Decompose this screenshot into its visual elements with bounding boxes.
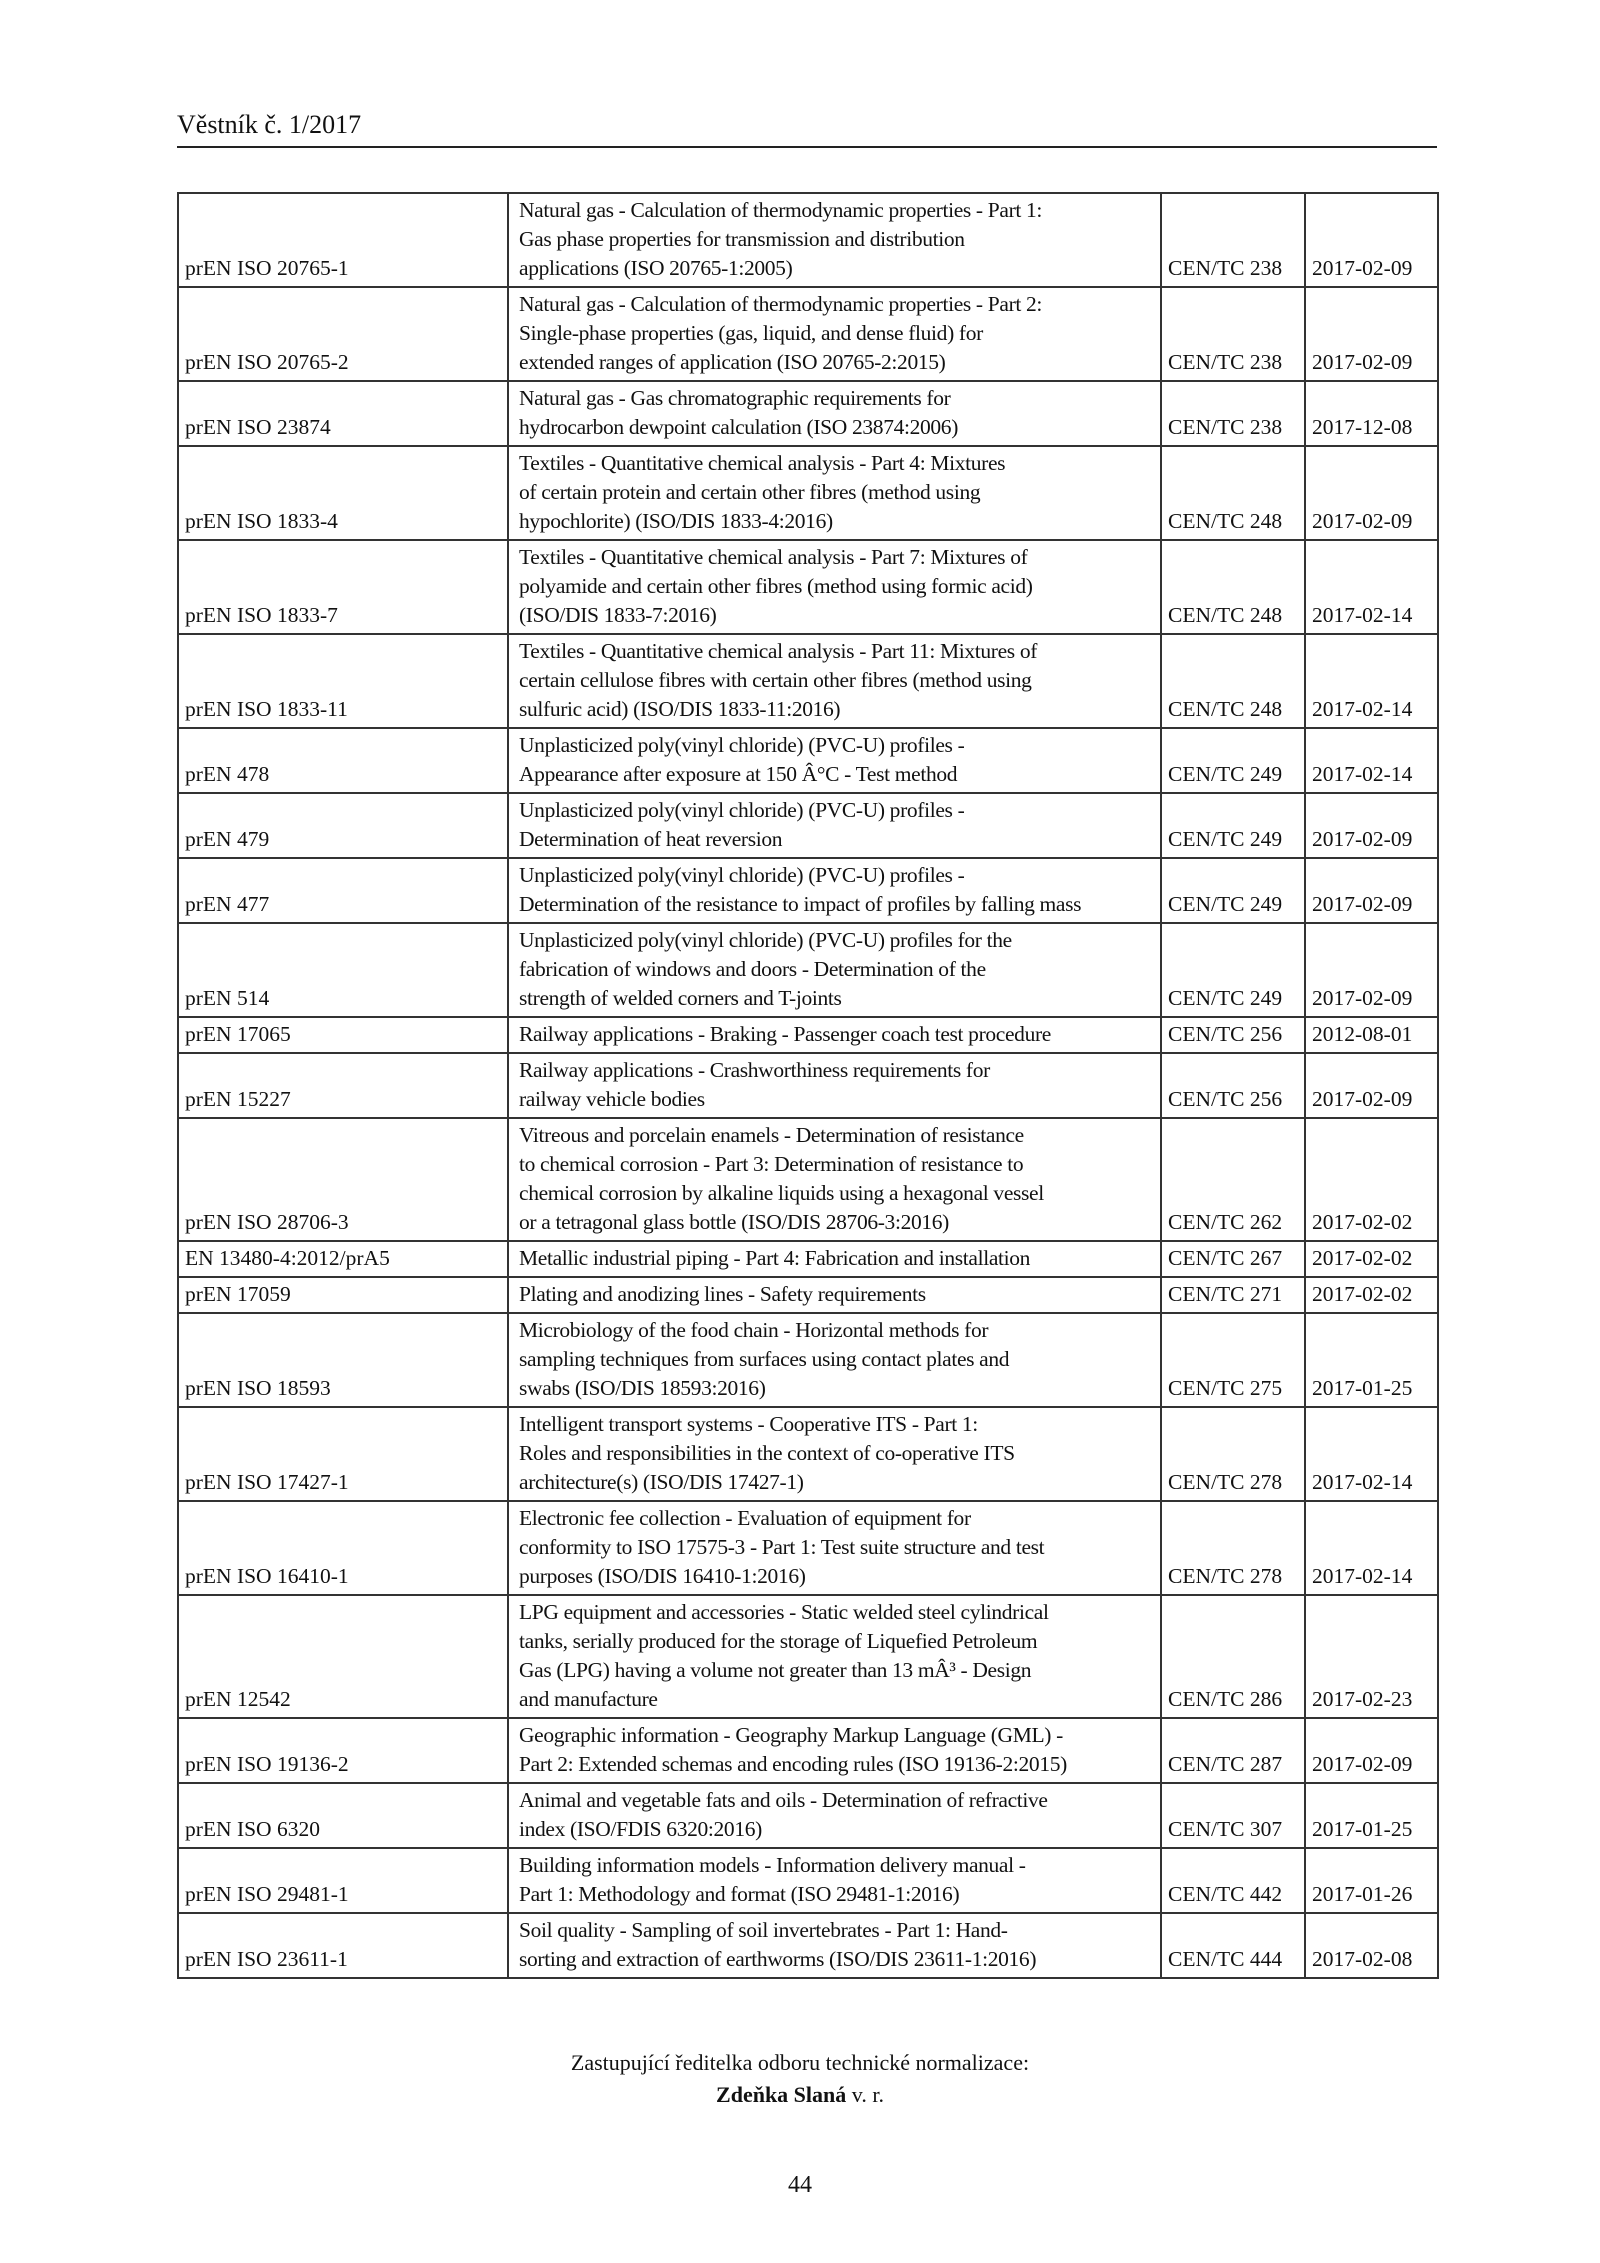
standard-code: prEN ISO 29481-1 <box>178 1848 508 1913</box>
standard-title: Plating and anodizing lines - Safety requirements <box>508 1277 1161 1313</box>
technical-committee: CEN/TC 249 <box>1161 858 1305 923</box>
technical-committee: CEN/TC 248 <box>1161 446 1305 540</box>
standard-code: prEN ISO 16410-1 <box>178 1501 508 1595</box>
standard-title: LPG equipment and accessories - Static welded steel cylindrical tanks, serially produced for the storage of Liquefied Petroleum Gas (LPG) having a volume not greater than 13 mÂ³ - Design and manufacture <box>508 1595 1161 1718</box>
technical-committee: CEN/TC 238 <box>1161 193 1305 287</box>
technical-committee: CEN/TC 262 <box>1161 1118 1305 1241</box>
standard-code: prEN 478 <box>178 728 508 793</box>
deadline-date: 2017-02-14 <box>1305 1407 1438 1501</box>
deadline-date: 2017-01-26 <box>1305 1848 1438 1913</box>
standard-title: Textiles - Quantitative chemical analysis - Part 7: Mixtures of polyamide and certain other fibres (method using formic acid) (ISO/DIS 1833-7:2016) <box>508 540 1161 634</box>
table-row <box>178 1501 1438 1595</box>
deadline-date: 2017-02-09 <box>1305 1718 1438 1783</box>
standards-table-body <box>178 193 1438 1978</box>
deadline-date: 2017-02-09 <box>1305 446 1438 540</box>
table-row <box>178 1913 1438 1978</box>
deadline-date: 2017-02-23 <box>1305 1595 1438 1718</box>
deadline-date: 2017-02-09 <box>1305 193 1438 287</box>
technical-committee: CEN/TC 275 <box>1161 1313 1305 1407</box>
standard-code: prEN ISO 1833-4 <box>178 446 508 540</box>
standard-code: prEN 17065 <box>178 1017 508 1053</box>
table-row <box>178 1783 1438 1848</box>
standard-title: Building information models - Information delivery manual - Part 1: Methodology and format (ISO 29481-1:2016) <box>508 1848 1161 1913</box>
technical-committee: CEN/TC 267 <box>1161 1241 1305 1277</box>
standard-code: prEN 12542 <box>178 1595 508 1718</box>
table-row <box>178 381 1438 446</box>
standard-title: Unplasticized poly(vinyl chloride) (PVC-U) profiles - Determination of the resistance to impact of profiles by falling mass <box>508 858 1161 923</box>
deadline-date: 2017-02-09 <box>1305 923 1438 1017</box>
table-row <box>178 1718 1438 1783</box>
signature-role: Zastupující ředitelka odboru technické normalizace: <box>570 2050 1030 2075</box>
table-row <box>178 858 1438 923</box>
technical-committee: CEN/TC 248 <box>1161 540 1305 634</box>
deadline-date: 2017-01-25 <box>1305 1313 1438 1407</box>
standard-title: Animal and vegetable fats and oils - Determination of refractive index (ISO/FDIS 6320:2016) <box>508 1783 1161 1848</box>
standard-title: Textiles - Quantitative chemical analysis - Part 11: Mixtures of certain cellulose fibres with certain other fibres (method using sulfuric acid) (ISO/DIS 1833-11:2016) <box>508 634 1161 728</box>
deadline-date: 2017-02-14 <box>1305 540 1438 634</box>
standard-title: Unplasticized poly(vinyl chloride) (PVC-U) profiles - Determination of heat reversion <box>508 793 1161 858</box>
deadline-date: 2017-02-08 <box>1305 1913 1438 1978</box>
deadline-date: 2017-02-02 <box>1305 1277 1438 1313</box>
table-row <box>178 728 1438 793</box>
technical-committee: CEN/TC 238 <box>1161 287 1305 381</box>
deadline-date: 2017-02-02 <box>1305 1118 1438 1241</box>
technical-committee: CEN/TC 307 <box>1161 1783 1305 1848</box>
table-row <box>178 1407 1438 1501</box>
standard-code: prEN 514 <box>178 923 508 1017</box>
standard-code: prEN 477 <box>178 858 508 923</box>
technical-committee: CEN/TC 271 <box>1161 1277 1305 1313</box>
standard-code: prEN ISO 20765-2 <box>178 287 508 381</box>
table-row <box>178 1017 1438 1053</box>
deadline-date: 2017-02-09 <box>1305 793 1438 858</box>
standard-code: prEN ISO 1833-7 <box>178 540 508 634</box>
technical-committee: CEN/TC 278 <box>1161 1407 1305 1501</box>
standard-title: Vitreous and porcelain enamels - Determination of resistance to chemical corrosion - Part 3: Determination of resistance to chemical corrosion by alkaline liquids using a hexagonal vessel or a tetragonal glass bottle (ISO/DIS 28706-3:2016) <box>508 1118 1161 1241</box>
technical-committee: CEN/TC 249 <box>1161 728 1305 793</box>
technical-committee: CEN/TC 256 <box>1161 1017 1305 1053</box>
standard-title: Soil quality - Sampling of soil invertebrates - Part 1: Hand- sorting and extraction of earthworms (ISO/DIS 23611-1:2016) <box>508 1913 1161 1978</box>
table-row <box>178 193 1438 287</box>
deadline-date: 2017-02-14 <box>1305 634 1438 728</box>
standard-code: EN 13480-4:2012/prA5 <box>178 1241 508 1277</box>
standard-title: Railway applications - Braking - Passenger coach test procedure <box>508 1017 1161 1053</box>
deadline-date: 2017-02-09 <box>1305 858 1438 923</box>
table-row <box>178 1241 1438 1277</box>
standard-title: Intelligent transport systems - Cooperative ITS - Part 1: Roles and responsibilities in the context of co-operative ITS architecture(s) (ISO/DIS 17427-1) <box>508 1407 1161 1501</box>
table-row <box>178 446 1438 540</box>
standard-title: Railway applications - Crashworthiness requirements for railway vehicle bodies <box>508 1053 1161 1118</box>
standard-title: Natural gas - Gas chromatographic requirements for hydrocarbon dewpoint calculation (ISO 23874:2006) <box>508 381 1161 446</box>
technical-committee: CEN/TC 248 <box>1161 634 1305 728</box>
deadline-date: 2017-02-02 <box>1305 1241 1438 1277</box>
deadline-date: 2017-01-25 <box>1305 1783 1438 1848</box>
standard-code: prEN ISO 17427-1 <box>178 1407 508 1501</box>
standard-title: Unplasticized poly(vinyl chloride) (PVC-U) profiles for the fabrication of windows and doors - Determination of the strength of welded corners and T-joints <box>508 923 1161 1017</box>
deadline-date: 2017-02-09 <box>1305 1053 1438 1118</box>
table-row <box>178 540 1438 634</box>
technical-committee: CEN/TC 249 <box>1161 923 1305 1017</box>
standard-code: prEN ISO 18593 <box>178 1313 508 1407</box>
page-number: 44 <box>788 2172 812 2198</box>
deadline-date: 2017-12-08 <box>1305 381 1438 446</box>
signature-name: Zdeňka Slaná <box>716 2082 847 2107</box>
standard-title: Microbiology of the food chain - Horizontal methods for sampling techniques from surfaces using contact plates and swabs (ISO/DIS 18593:2016) <box>508 1313 1161 1407</box>
standard-title: Geographic information - Geography Markup Language (GML) - Part 2: Extended schemas and encoding rules (ISO 19136-2:2015) <box>508 1718 1161 1783</box>
standard-code: prEN ISO 23611-1 <box>178 1913 508 1978</box>
standard-code: prEN ISO 23874 <box>178 381 508 446</box>
standard-code: prEN 15227 <box>178 1053 508 1118</box>
standards-table <box>177 192 1439 1979</box>
table-row <box>178 287 1438 381</box>
signature-suffix: v. r. <box>846 2082 884 2107</box>
standard-code: prEN 17059 <box>178 1277 508 1313</box>
technical-committee: CEN/TC 444 <box>1161 1913 1305 1978</box>
standard-title: Natural gas - Calculation of thermodynamic properties - Part 1: Gas phase properties for transmission and distribution applications (ISO 20765-1:2005) <box>508 193 1161 287</box>
standard-code: prEN ISO 6320 <box>178 1783 508 1848</box>
technical-committee: CEN/TC 287 <box>1161 1718 1305 1783</box>
table-row <box>178 634 1438 728</box>
table-row <box>178 1277 1438 1313</box>
deadline-date: 2012-08-01 <box>1305 1017 1438 1053</box>
table-row <box>178 793 1438 858</box>
standard-code: prEN 479 <box>178 793 508 858</box>
technical-committee: CEN/TC 249 <box>1161 793 1305 858</box>
technical-committee: CEN/TC 442 <box>1161 1848 1305 1913</box>
table-row <box>178 1595 1438 1718</box>
standard-title: Metallic industrial piping - Part 4: Fabrication and installation <box>508 1241 1161 1277</box>
deadline-date: 2017-02-14 <box>1305 728 1438 793</box>
table-row <box>178 923 1438 1017</box>
header-rule <box>177 146 1437 148</box>
standard-code: prEN ISO 1833-11 <box>178 634 508 728</box>
table-row <box>178 1053 1438 1118</box>
standard-code: prEN ISO 19136-2 <box>178 1718 508 1783</box>
technical-committee: CEN/TC 286 <box>1161 1595 1305 1718</box>
standard-title: Electronic fee collection - Evaluation of equipment for conformity to ISO 17575-3 - Part 1: Test suite structure and test purposes (ISO/DIS 16410-1:2016) <box>508 1501 1161 1595</box>
signature <box>0 2082 1600 2108</box>
standard-code: prEN ISO 20765-1 <box>178 193 508 287</box>
technical-committee: CEN/TC 238 <box>1161 381 1305 446</box>
table-row <box>178 1118 1438 1241</box>
table-row <box>178 1848 1438 1913</box>
deadline-date: 2017-02-09 <box>1305 287 1438 381</box>
standard-title: Textiles - Quantitative chemical analysis - Part 4: Mixtures of certain protein and certain other fibres (method using hypochlorite) (ISO/DIS 1833-4:2016) <box>508 446 1161 540</box>
deadline-date: 2017-02-14 <box>1305 1501 1438 1595</box>
table-row <box>178 1313 1438 1407</box>
technical-committee: CEN/TC 278 <box>1161 1501 1305 1595</box>
standard-code: prEN ISO 28706-3 <box>178 1118 508 1241</box>
journal-header-title: Věstník č. 1/2017 <box>177 110 362 139</box>
technical-committee: CEN/TC 256 <box>1161 1053 1305 1118</box>
standard-title: Unplasticized poly(vinyl chloride) (PVC-U) profiles - Appearance after exposure at 150 Â°C - Test method <box>508 728 1161 793</box>
standard-title: Natural gas - Calculation of thermodynamic properties - Part 2: Single-phase properties (gas, liquid, and dense fluid) for extended ranges of application (ISO 20765-2:2015) <box>508 287 1161 381</box>
